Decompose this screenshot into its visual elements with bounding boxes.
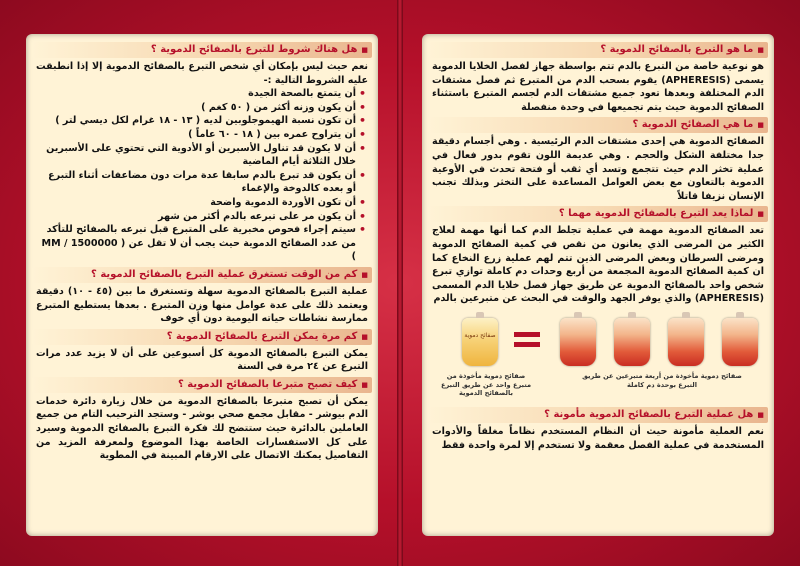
blood-unit-bag-icon: [668, 318, 704, 366]
list-item: • أن تكون الأوردة الدموية واضحة: [36, 196, 356, 210]
conditions-list: [36, 87, 368, 264]
section-body: يمكن التبرع بالصفائح الدموية كل أسبوعين على أن لا يزيد عدد مرات التبرع عن ٢٤ مرة في السنة: [36, 347, 368, 373]
figure-caption-four-donors: صفائح دموية مأخوذة من أربعة متبرعين عن طريق التبرع بوحدة دم كاملة: [582, 371, 742, 389]
section-intro: نعم حيث ليس بإمكان أي شخص التبرع بالصفائح الدموية إلا إذا انطبقت عليه الشروط التالية :-: [36, 61, 368, 86]
section-title: ■ لماذا يعد التبرع بالصفائح الدموية مهما ؟: [428, 206, 768, 222]
section-body: تعد الصفائح الدموية مهمة في عملية تجلط الدم كما أنها مهمة لعلاج الكثير من المرضى الذي يعانون من نقص في كمية الصفائح الدموية ومرضى السرطان وبعض المرضى الذين تتم لهم عملية زرع النخاع كما ان كمية الصفائح الدموية المجمعة من أربع وحدات دم كاملة توازي تبرع شخص واحد بالصفائح الدموية عن طريق جهاز فصل خلايا الدم المسمى (APHERESIS) والذي يوفر الجهد والوقت في البحث عن متبرعين بالدم: [432, 225, 764, 305]
list-item: • أن يتمتع بالصحة الجيدة: [36, 87, 356, 101]
blood-unit-bag-icon: [560, 318, 596, 366]
section-title: ■ كم من الوقت تستغرق عملية التبرع بالصفائح الدموية ؟: [32, 267, 372, 283]
section-title: ■ ما هي الصفائح الدموية ؟: [428, 117, 768, 133]
section-duration: [36, 267, 368, 326]
section-title: ■ كم مرة يمكن التبرع بالصفائح الدموية ؟: [32, 329, 372, 345]
section-body: نعم العملية مأمونة حيث أن النظام المستخدم نظاماً مغلقاً والأدوات المستخدمة في عملية الفصل معقمة ولا تستخدم إلا لمرة واحدة فقط: [432, 425, 764, 451]
section-title: ■ هل عملية التبرع بالصفائح الدموية مأمونة ؟: [428, 407, 768, 423]
section-importance: [432, 206, 764, 306]
section-frequency: [36, 329, 368, 374]
section-body: الصفائح الدموية هي إحدى مشتقات الدم الرئيسية . وهي أجسام دقيقة جدا مختلفة الشكل والحجم . وهي عديمة اللون تقوم بدور فعال في عملية تخثر الدم حيث تتجمع وتسد أي ثقب أو فتحة تحدث في الأوعية الدموية بالتعاون مع بعض العوامل المساعدة على التخثر وبذلك تجنب الإنسان نزيفا قاتلاً: [432, 136, 764, 202]
left-panel: [26, 34, 378, 536]
section-conditions: [36, 42, 368, 264]
list-item: • أن يتراوح عمره بين ( ١٨ - ٦٠ عاماً ): [36, 128, 356, 142]
section-become-donor: [36, 377, 368, 463]
section-title: ■ كيف تصبح متبرعا بالصفائح الدموية ؟: [32, 377, 372, 393]
list-item: • أن يكون مر على تبرعه بالدم أكثر من شهر: [36, 210, 356, 224]
section-body: يمكن أن تصبح متبرعا بالصفائح الدموية من خلال زيارة دائرة خدمات الدم بيوشر - مقابل مجمع صحي بوشر - وستجد الترحيب التام من جميع العاملين بالدائرة حيث ستتضح لك فكرة التبرع بالصفائح الدموية وسيرد على كل الاستفسارات الخاصة بهذا الموضوع ولمعرفة المزيد من التفاصيل يمكنك الاتصال على الارقام المبينة في المطوية: [36, 395, 368, 462]
list-item: • أن تكون نسبة الهيموجلوبين لديه ( ١٣ - ١٨ غرام لكل ديسي لتر ): [36, 114, 356, 128]
section-title: ■ ما هو التبرع بالصفائح الدموية ؟: [428, 42, 768, 58]
figure-caption-single-donor: صفائح دموية مأخوذة من متبرع واحد عن طريق التبرع بالصفائح الدموية: [440, 371, 532, 398]
list-item: • أن يكون وزنه أكثر من ( ٥٠ كغم ): [36, 101, 356, 115]
platelet-bag-icon: [462, 318, 498, 366]
section-title: ■ هل هناك شروط للتبرع بالصفائح الدموية ؟: [32, 42, 372, 58]
section-platelets: [432, 117, 764, 203]
section-body: عملية التبرع بالصفائح الدموية سهلة وتستغرق ما بين (٤٥ - ١٠) دقيقة ويعتمد ذلك على عدة عوامل منها وزن المتبرع . بعدها يستطيع المتبرع ممارسة نشاطات حياته اليومية دون أي خوف: [36, 285, 368, 325]
equals-sign-icon: [514, 332, 540, 348]
section-safety: [432, 407, 764, 452]
blood-unit-bag-icon: [614, 318, 650, 366]
bag-label: صفائح دموية: [464, 331, 496, 339]
section-what-is: [432, 42, 764, 114]
right-panel: [422, 34, 774, 536]
platelet-bags-figure: [432, 312, 764, 404]
section-body: هو نوعية خاصة من التبرع بالدم تتم بواسطة جهاز لفصل الخلايا الدموية يسمى (APHERESIS) يقوم بسحب الدم من المتبرع ثم فصل مشتقات الدم المختلفة وبعدها تعود جميع مشتقات الدم لجسم المتبرع باستثناء الصفائح الدموية حيث يتم تجميعها في وحدة منفصلة: [432, 61, 764, 113]
blood-unit-bag-icon: [722, 318, 758, 366]
list-item: • أن يكون قد تبرع بالدم سابقا عدة مرات دون مضاعفات أثناء التبرع أو بعده كالدوخة والإغماء: [36, 169, 356, 196]
list-item: • أن لا يكون قد تناول الأسبرين أو الأدوية التي تحتوي على الأسبرين خلال الثلاثة أيام الماضية: [36, 142, 356, 169]
center-fold: [397, 0, 403, 566]
list-item: • سيتم إجراء فحوص مخبرية على المتبرع قبل تبرعه بالصفائح للتأكد من عدد الصفائح الدموية حيث يجب أن لا تقل عن ( 1500000 / MM ): [36, 223, 356, 264]
